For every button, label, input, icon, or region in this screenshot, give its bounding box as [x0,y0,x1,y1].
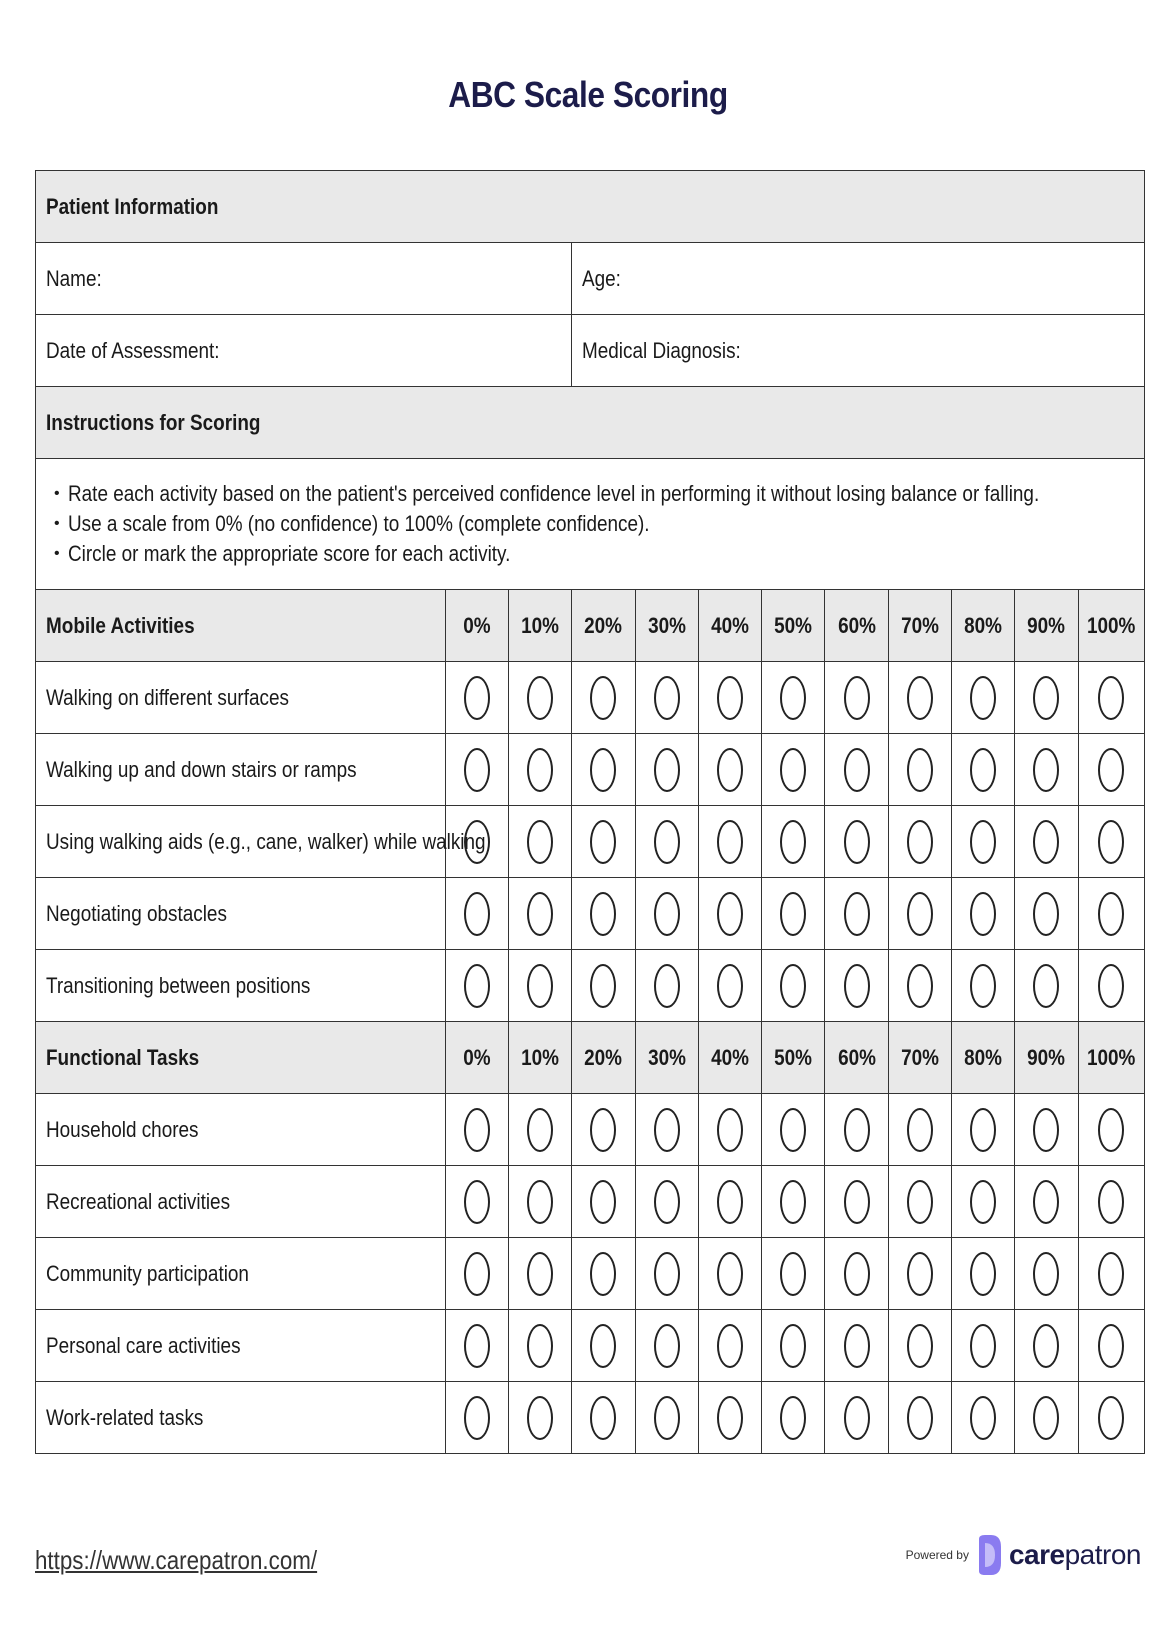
score-option-radio[interactable] [654,1180,680,1224]
scale-label: 50% [774,612,813,638]
activity-row [36,734,1145,806]
score-option-radio[interactable] [907,1396,933,1440]
score-option-radio[interactable] [464,1396,490,1440]
score-option-radio[interactable] [527,1180,553,1224]
score-option-radio[interactable] [527,1252,553,1296]
age-field[interactable] [572,243,1145,315]
scale-label: 70% [900,1044,939,1070]
score-option-radio[interactable] [844,1252,870,1296]
activity-label: Recreational activities [46,1188,231,1214]
score-option-radio[interactable] [464,1324,490,1368]
name-field[interactable] [36,243,572,315]
score-option-radio[interactable] [1033,1396,1059,1440]
date-label: Date of Assessment: [46,337,220,363]
activity-label: Transitioning between positions [46,972,311,998]
age-label: Age: [582,265,622,291]
score-option-radio[interactable] [970,820,996,864]
functional-tasks-heading: Functional Tasks [46,1044,200,1070]
score-option-radio[interactable] [590,820,616,864]
score-option-radio[interactable] [527,1396,553,1440]
score-option-radio[interactable] [844,676,870,720]
score-option-radio[interactable] [907,1324,933,1368]
score-option-radio[interactable] [464,1108,490,1152]
patient-info-heading: Patient Information [46,193,219,219]
activity-row [36,662,1145,734]
score-option-radio[interactable] [780,1396,806,1440]
scale-label: 90% [1027,612,1066,638]
score-option-radio[interactable] [717,748,743,792]
activity-row [36,1382,1145,1454]
activity-row [36,950,1145,1022]
score-option-radio[interactable] [590,748,616,792]
score-option-radio[interactable] [1033,1108,1059,1152]
mobile-activities-header-row [36,590,1145,662]
carepatron-url-link[interactable]: https://www.carepatron.com/ [35,1545,318,1575]
score-option-radio[interactable] [780,1252,806,1296]
score-option-radio[interactable] [780,748,806,792]
score-option-radio[interactable] [1033,892,1059,936]
score-option-radio[interactable] [654,1252,680,1296]
score-option-radio[interactable] [717,1396,743,1440]
score-option-radio[interactable] [844,1324,870,1368]
score-option-radio[interactable] [527,964,553,1008]
score-option-radio[interactable] [717,820,743,864]
score-option-radio[interactable] [464,1252,490,1296]
scale-label: 0% [463,612,491,638]
score-option-radio[interactable] [970,964,996,1008]
score-option-radio[interactable] [780,1324,806,1368]
score-option-radio[interactable] [907,748,933,792]
scale-label: 30% [647,612,686,638]
score-option-radio[interactable] [717,1252,743,1296]
score-option-radio[interactable] [780,964,806,1008]
score-option-radio[interactable] [970,1324,996,1368]
activity-row [36,1094,1145,1166]
activity-row [36,1310,1145,1382]
score-option-radio[interactable] [527,820,553,864]
scale-label: 100% [1087,612,1136,638]
score-option-radio[interactable] [527,1108,553,1152]
score-option-radio[interactable] [844,1180,870,1224]
score-option-radio[interactable] [527,748,553,792]
diagnosis-label: Medical Diagnosis: [582,337,742,363]
score-option-radio[interactable] [717,964,743,1008]
score-option-radio[interactable] [970,892,996,936]
score-option-radio[interactable] [590,1108,616,1152]
score-option-radio[interactable] [464,1180,490,1224]
carepatron-wordmark: carepatron [1008,1539,1141,1570]
scale-label: 30% [647,1044,686,1070]
score-option-radio[interactable] [1033,820,1059,864]
score-option-radio[interactable] [654,820,680,864]
activity-label: Community participation [46,1260,249,1286]
score-option-radio[interactable] [1098,1324,1124,1368]
score-option-radio[interactable] [654,1396,680,1440]
score-option-radio[interactable] [780,892,806,936]
powered-by-label: Powered by [905,1548,969,1562]
carepatron-logo-icon [975,1533,1003,1577]
scale-label: 80% [964,1044,1003,1070]
score-option-radio[interactable] [590,1324,616,1368]
instruction-item: • Use a scale from 0% (no confidence) to 100% (complete confidence). [68,509,1134,539]
scale-label: 80% [964,612,1003,638]
score-option-radio[interactable] [1098,1108,1124,1152]
score-option-radio[interactable] [717,1108,743,1152]
activity-label: Household chores [46,1116,199,1142]
instructions-body [36,459,1145,590]
score-option-radio[interactable] [907,892,933,936]
score-option-radio[interactable] [844,1396,870,1440]
score-option-radio[interactable] [844,820,870,864]
score-option-radio[interactable] [780,676,806,720]
activity-label: Walking on different surfaces [46,684,289,710]
score-option-radio[interactable] [1098,1180,1124,1224]
score-option-radio[interactable] [907,1252,933,1296]
scale-label: 20% [584,612,623,638]
activity-label: Walking up and down stairs or ramps [46,756,357,782]
score-option-radio[interactable] [717,892,743,936]
abc-scoring-form [35,170,1145,1454]
score-option-radio[interactable] [970,748,996,792]
score-option-radio[interactable] [590,1252,616,1296]
score-option-radio[interactable] [907,964,933,1008]
score-option-radio[interactable] [970,1396,996,1440]
score-option-radio[interactable] [844,1108,870,1152]
score-option-radio[interactable] [717,1324,743,1368]
page-title: ABC Scale Scoring [448,74,728,115]
score-option-radio[interactable] [1033,676,1059,720]
activity-row [36,878,1145,950]
score-option-radio[interactable] [844,892,870,936]
score-option-radio[interactable] [907,1108,933,1152]
activity-row [36,1166,1145,1238]
score-option-radio[interactable] [907,1180,933,1224]
scale-label: 40% [711,1044,749,1070]
score-option-radio[interactable] [907,820,933,864]
score-option-radio[interactable] [717,1180,743,1224]
patient-info-header [36,171,1145,243]
instructions-heading: Instructions for Scoring [46,409,261,435]
score-option-radio[interactable] [527,1324,553,1368]
score-option-radio[interactable] [590,964,616,1008]
score-option-radio[interactable] [654,676,680,720]
scale-label: 40% [711,612,749,638]
score-option-radio[interactable] [527,892,553,936]
score-option-radio[interactable] [654,892,680,936]
score-option-radio[interactable] [590,1396,616,1440]
score-option-radio[interactable] [970,1180,996,1224]
instructions-list [46,479,1134,569]
scale-label: 90% [1027,1044,1066,1070]
diagnosis-field[interactable] [572,315,1145,387]
score-option-radio[interactable] [654,748,680,792]
activity-row [36,1238,1145,1310]
score-option-radio[interactable] [970,1108,996,1152]
score-option-radio[interactable] [1033,748,1059,792]
name-label: Name: [46,265,102,291]
score-option-radio[interactable] [780,1180,806,1224]
date-field[interactable] [36,315,572,387]
activity-label: Using walking aids (e.g., cane, walker) while walking [46,828,486,854]
score-option-radio[interactable] [844,964,870,1008]
score-option-radio[interactable] [590,892,616,936]
scale-label: 0% [463,1044,491,1070]
activity-label: Negotiating obstacles [46,900,227,926]
instruction-item: • Circle or mark the appropriate score for each activity. [68,539,1134,569]
score-option-radio[interactable] [464,892,490,936]
score-option-radio[interactable] [907,676,933,720]
score-option-radio[interactable] [970,1252,996,1296]
score-option-radio[interactable] [654,1108,680,1152]
score-option-radio[interactable] [464,964,490,1008]
scale-label: 60% [837,612,876,638]
score-option-radio[interactable] [464,748,490,792]
score-option-radio[interactable] [1033,1180,1059,1224]
activity-row [36,806,1145,878]
scale-label: 10% [521,612,560,638]
score-option-radio[interactable] [1098,892,1124,936]
scale-label: 70% [900,612,939,638]
score-option-radio[interactable] [654,1324,680,1368]
score-option-radio[interactable] [1033,1324,1059,1368]
scale-label: 100% [1087,1044,1136,1070]
activity-label: Work-related tasks [46,1404,204,1430]
scale-label: 20% [584,1044,623,1070]
score-option-radio[interactable] [1098,820,1124,864]
scale-label: 60% [837,1044,876,1070]
score-option-radio[interactable] [780,820,806,864]
powered-by-brand [906,1533,1141,1577]
instruction-item: • Rate each activity based on the patient's perceived confidence level in performing it without losing balance or falling. [68,479,1134,509]
score-option-radio[interactable] [464,676,490,720]
score-option-radio[interactable] [970,676,996,720]
activity-label: Personal care activities [46,1332,241,1358]
score-option-radio[interactable] [1033,1252,1059,1296]
score-option-radio[interactable] [717,676,743,720]
functional-tasks-header-row [36,1022,1145,1094]
score-option-radio[interactable] [1098,676,1124,720]
score-option-radio[interactable] [844,748,870,792]
score-option-radio[interactable] [1098,1252,1124,1296]
score-option-radio[interactable] [1098,1396,1124,1440]
scale-label: 10% [521,1044,560,1070]
score-option-radio[interactable] [1098,964,1124,1008]
score-option-radio[interactable] [590,1180,616,1224]
score-option-radio[interactable] [590,676,616,720]
score-option-radio[interactable] [1098,748,1124,792]
score-option-radio[interactable] [1033,964,1059,1008]
mobile-activities-heading: Mobile Activities [46,612,195,638]
score-option-radio[interactable] [654,964,680,1008]
score-option-radio[interactable] [527,676,553,720]
instructions-header [36,387,1145,459]
scale-label: 50% [774,1044,813,1070]
score-option-radio[interactable] [780,1108,806,1152]
